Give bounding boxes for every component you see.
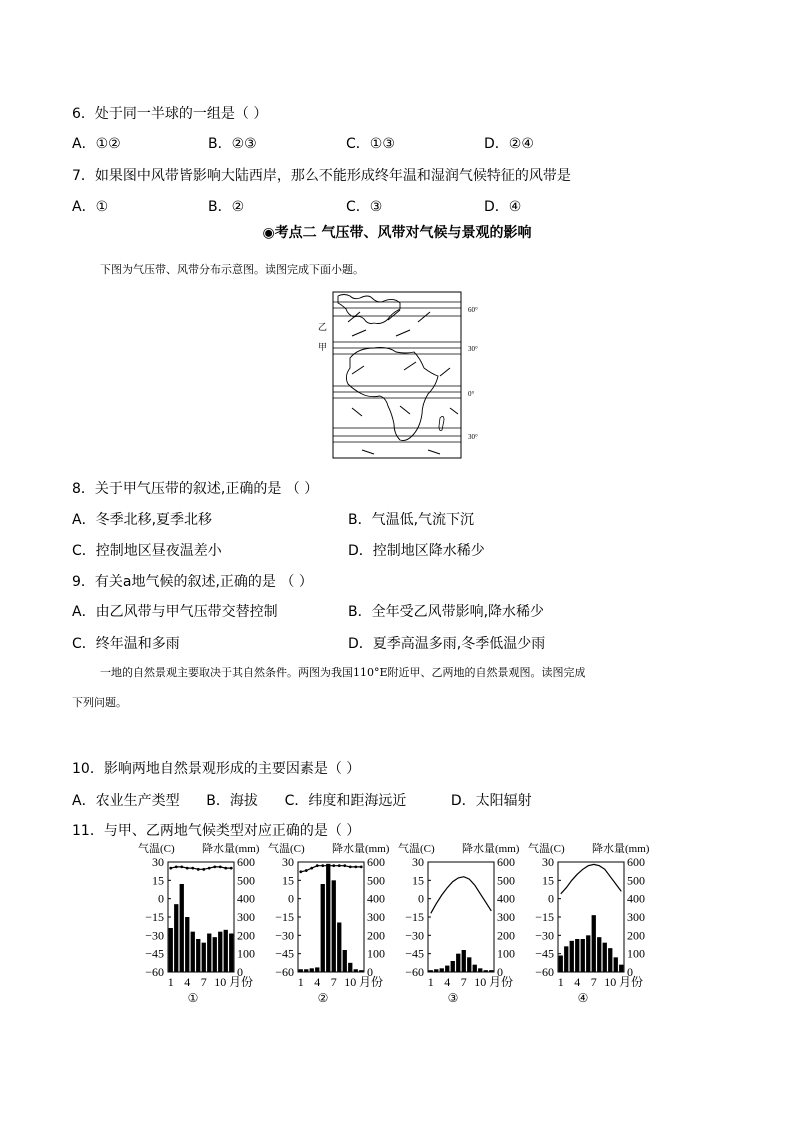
chart-1-precip-bar	[174, 904, 178, 972]
chart-1-precip-bar	[218, 932, 222, 972]
chart-2-frame	[298, 862, 364, 972]
chart-2-right-tick: 300	[367, 910, 385, 924]
chart-2-temperature-line	[301, 866, 362, 872]
chart-3-left-tick: −15	[405, 910, 424, 924]
q9-option-c[interactable]: C．终年温和多雨	[72, 636, 180, 652]
chart-3-precip-bar	[462, 950, 466, 972]
chart-2-label: ②	[317, 991, 329, 1005]
chart-2-temperature-point	[316, 864, 319, 867]
q6-option-d[interactable]: D．②④	[484, 136, 534, 152]
chart-4-ylabel-right: 降水量(mm)	[592, 843, 650, 855]
chart-1-temperature-point	[219, 865, 222, 868]
chart-3-left-tick: −60	[405, 965, 424, 979]
chart-2-temperature-point	[343, 864, 346, 867]
q7-option-c[interactable]: C．③	[346, 199, 383, 215]
chart-1-x-tick: 7	[200, 975, 207, 989]
chart-4-left-tick: −15	[535, 910, 554, 924]
chart-3-temperature-line	[431, 877, 492, 914]
intro-text-2-line2: 下列问题。	[72, 696, 127, 709]
chart-1-temperature-point	[169, 867, 172, 870]
q8-option-c[interactable]: C．控制地区昼夜温差小	[72, 543, 222, 559]
chart-1-temperature-point	[230, 867, 233, 870]
chart-1-temperature-point	[202, 868, 205, 871]
chart-2-temperature-point	[299, 870, 302, 873]
chart-1-precip-bar	[213, 937, 217, 972]
chart-4-precip-bar	[619, 965, 623, 972]
chart-2-temperature-point	[305, 869, 308, 872]
chart-1-left-tick: −30	[145, 928, 164, 943]
map-label-jia: 甲	[318, 342, 328, 352]
chart-4-right-tick: 0	[627, 965, 633, 979]
chart-3-right-tick: 400	[497, 891, 515, 906]
q7-option-d[interactable]: D．④	[484, 199, 522, 215]
chart-1-temperature-point	[175, 865, 178, 868]
chart-2-right-tick: 500	[367, 873, 385, 888]
chart-2-temperature-point	[354, 865, 357, 868]
section-heading: ◉考点二 气压带、风带对气候与景观的影响	[262, 225, 532, 241]
chart-4-left-tick: 15	[542, 873, 554, 888]
chart-1-right-tick: 600	[237, 855, 255, 869]
chart-4-left-tick: 0	[548, 891, 554, 906]
chart-4-precip-bar	[597, 937, 601, 972]
chart-2-temperature-point	[327, 864, 330, 867]
chart-3-label: ③	[447, 991, 459, 1005]
chart-2-temperature-point	[349, 865, 352, 868]
chart-3-precip-bar	[484, 970, 488, 972]
chart-1-temperature-point	[213, 865, 216, 868]
q9-option-a[interactable]: A．由乙风带与甲气压带交替控制	[72, 604, 278, 620]
q7-option-b[interactable]: B．②	[208, 199, 245, 215]
map-lat-0: 0°	[468, 390, 475, 398]
chart-1-temperature-point	[180, 865, 183, 868]
chart-4-right-tick: 200	[627, 928, 645, 943]
chart-2-temperature-point	[321, 864, 324, 867]
chart-1-ylabel-right: 降水量(mm)	[202, 843, 260, 855]
chart-1-left-tick: 15	[152, 873, 164, 888]
chart-3-left-tick: −30	[405, 928, 424, 943]
map-label-yi: 乙	[318, 322, 328, 332]
chart-3-precip-bar	[429, 970, 433, 972]
pressure-wind-belt-map	[300, 290, 490, 462]
chart-1-ylabel-left: 气温(C)	[138, 843, 175, 855]
chart-1-temperature-point	[186, 867, 189, 870]
chart-2-precip-bar	[326, 864, 330, 972]
chart-1-label: ①	[187, 991, 199, 1005]
chart-2-temperature-point	[338, 864, 341, 867]
q11-stem: 11．与甲、乙两地气候类型对应正确的是（ ）	[72, 823, 361, 839]
chart-4-right-tick: 400	[627, 891, 645, 906]
q9-option-d[interactable]: D．夏季高温多雨,冬季低温少雨	[348, 636, 546, 652]
chart-4-precip-bar	[559, 956, 563, 973]
q6-option-a[interactable]: A．①②	[72, 136, 121, 152]
chart-4-x-tick: 4	[574, 975, 581, 989]
chart-2-temperature-point	[332, 864, 335, 867]
chart-2-precip-bar	[310, 968, 314, 972]
chart-2-ylabel-left: 气温(C)	[268, 843, 305, 855]
chart-1-precip-bar	[196, 939, 200, 972]
chart-2-precip-bar	[315, 967, 319, 972]
chart-3-left-tick: 15	[412, 873, 424, 888]
q10-stem: 10．影响两地自然景观形成的主要因素是（ ）	[72, 761, 361, 777]
q6-option-c[interactable]: C．①③	[346, 136, 395, 152]
chart-3-precip-bar	[440, 968, 444, 972]
chart-2-x-tick: 7	[330, 975, 337, 989]
chart-3-ylabel-right: 降水量(mm)	[462, 843, 520, 855]
chart-3-left-tick: 30	[412, 855, 424, 869]
chart-3-precip-bar	[451, 961, 455, 972]
chart-1-precip-bar	[180, 884, 184, 972]
chart-2-precip-bar	[359, 970, 363, 972]
chart-3-left-tick: −45	[405, 946, 424, 961]
chart-4-left-tick: −45	[535, 946, 554, 961]
chart-3-x-tick: 10	[474, 975, 487, 989]
chart-1-temperature-point	[224, 867, 227, 870]
chart-2-x-tick: 1	[297, 975, 304, 989]
chart-3-precip-bar	[478, 968, 482, 972]
q9-stem: 9．有关a地气候的叙述,正确的是 （ ）	[72, 574, 313, 590]
chart-1-precip-bar	[224, 930, 228, 972]
chart-2-temperature-point	[360, 865, 363, 868]
chart-4-xlabel: 月份	[619, 975, 644, 989]
chart-2-precip-bar	[348, 963, 352, 972]
chart-1-left-tick: −60	[145, 965, 164, 979]
chart-3-left-tick: 0	[418, 891, 424, 906]
chart-1-precip-bar	[229, 934, 233, 973]
map-lat-30n: 30°	[468, 345, 478, 353]
chart-2-precip-bar	[354, 969, 358, 972]
chart-4-right-tick: 600	[627, 855, 645, 869]
chart-3-right-tick: 500	[497, 873, 515, 888]
chart-4-precip-bar	[592, 915, 596, 972]
chart-1-right-tick: 500	[237, 873, 255, 888]
q9-option-b[interactable]: B．全年受乙风带影响,降水稀少	[348, 604, 545, 620]
chart-2-right-tick: 600	[367, 855, 385, 869]
chart-3-frame	[428, 862, 494, 972]
chart-3-precip-bar	[467, 957, 471, 972]
chart-2-left-tick: −30	[275, 928, 294, 943]
chart-3-right-tick: 200	[497, 928, 515, 943]
chart-4-precip-bar	[570, 941, 574, 972]
chart-4-left-tick: 30	[542, 855, 554, 869]
chart-3-right-tick: 600	[497, 855, 515, 869]
chart-4-ylabel-left: 气温(C)	[528, 843, 565, 855]
chart-2-precip-bar	[299, 969, 303, 972]
chart-1-temperature-point	[191, 867, 194, 870]
chart-1-right-tick: 300	[237, 910, 255, 924]
chart-1-xlabel: 月份	[229, 975, 254, 989]
chart-3-precip-bar	[445, 966, 449, 972]
chart-1-precip-bar	[185, 917, 189, 972]
chart-1-precip-bar	[169, 928, 173, 972]
chart-4-precip-bar	[575, 939, 579, 972]
chart-3-precip-bar	[489, 970, 493, 972]
chart-4-precip-bar	[581, 939, 585, 972]
chart-4-temperature-line	[561, 864, 622, 893]
chart-2-right-tick: 100	[367, 946, 385, 961]
q8-option-d[interactable]: D．控制地区降水稀少	[348, 543, 485, 559]
chart-4-precip-bar	[608, 948, 612, 972]
chart-1-x-tick: 4	[184, 975, 191, 989]
q8-stem: 8．关于甲气压带的叙述,正确的是 （ ）	[72, 481, 319, 497]
chart-4-left-tick: −30	[535, 928, 554, 943]
chart-1-left-tick: −45	[145, 946, 164, 961]
chart-4-right-tick: 500	[627, 873, 645, 888]
chart-2-right-tick: 0	[367, 965, 373, 979]
chart-3-x-tick: 1	[427, 975, 434, 989]
chart-2-left-tick: −15	[275, 910, 294, 924]
chart-1-temperature-point	[208, 867, 211, 870]
chart-2-precip-bar	[321, 884, 325, 972]
chart-2-precip-bar	[343, 950, 347, 972]
q7-option-a[interactable]: A．①	[72, 199, 109, 215]
chart-4-precip-bar	[564, 946, 568, 972]
q8-option-b[interactable]: B．气温低,气流下沉	[348, 512, 475, 528]
chart-1-right-tick: 100	[237, 946, 255, 961]
chart-1-temperature-line	[171, 867, 232, 869]
chart-4-precip-bar	[603, 943, 607, 972]
q6-option-b[interactable]: B．②③	[208, 136, 257, 152]
chart-2-left-tick: 30	[282, 855, 294, 869]
chart-2-left-tick: 0	[288, 891, 294, 906]
intro-text-2-line1: 一地的自然景观主要取决于其自然条件。两图为我国110°E附近甲、乙两地的自然景观图。读图完成	[100, 666, 586, 679]
chart-4-left-tick: −60	[535, 965, 554, 979]
chart-3-precip-bar	[456, 954, 460, 972]
chart-4-x-tick: 7	[590, 975, 597, 989]
chart-2-right-tick: 200	[367, 928, 385, 943]
chart-1-precip-bar	[191, 932, 195, 972]
chart-4-x-tick: 1	[557, 975, 564, 989]
q8-option-a[interactable]: A．冬季北移,夏季北移	[72, 512, 213, 528]
chart-1-left-tick: 0	[158, 891, 164, 906]
chart-3-right-tick: 100	[497, 946, 515, 961]
chart-2-left-tick: −60	[275, 965, 294, 979]
chart-1-left-tick: −15	[145, 910, 164, 924]
q10-options[interactable]: A．农业生产类型 B．海拔 C．纬度和距海远近 D．太阳辐射	[72, 793, 532, 809]
chart-3-xlabel: 月份	[489, 975, 514, 989]
chart-3-right-tick: 0	[497, 965, 503, 979]
chart-3-precip-bar	[473, 965, 477, 972]
chart-3-x-tick: 7	[460, 975, 467, 989]
chart-2-xlabel: 月份	[359, 975, 384, 989]
chart-2-right-tick: 400	[367, 891, 385, 906]
chart-1-left-tick: 30	[152, 855, 164, 869]
chart-3-precip-bar	[434, 969, 438, 972]
map-lat-30s: 30°	[468, 433, 478, 441]
chart-4-right-tick: 300	[627, 910, 645, 924]
chart-1-precip-bar	[202, 943, 206, 972]
intro-text-1: 下图为气压带、风带分布示意图。读图完成下面小题。	[100, 263, 364, 276]
chart-4-precip-bar	[586, 935, 590, 972]
chart-2-ylabel-right: 降水量(mm)	[332, 843, 390, 855]
chart-1-right-tick: 0	[237, 965, 243, 979]
chart-1-right-tick: 200	[237, 928, 255, 943]
chart-1-right-tick: 400	[237, 891, 255, 906]
chart-2-precip-bar	[337, 923, 341, 973]
chart-2-left-tick: −45	[275, 946, 294, 961]
chart-1-x-tick: 1	[167, 975, 174, 989]
chart-4-x-tick: 10	[604, 975, 617, 989]
chart-2-precip-bar	[304, 969, 308, 972]
chart-3-right-tick: 300	[497, 910, 515, 924]
chart-4-right-tick: 100	[627, 946, 645, 961]
chart-2-temperature-point	[310, 867, 313, 870]
chart-2-x-tick: 10	[344, 975, 357, 989]
chart-1-x-tick: 10	[214, 975, 227, 989]
chart-2-x-tick: 4	[314, 975, 321, 989]
chart-4-label: ④	[577, 991, 589, 1005]
chart-4-precip-bar	[614, 957, 618, 972]
chart-3-x-tick: 4	[444, 975, 451, 989]
chart-2-precip-bar	[332, 880, 336, 972]
q6-stem: 6．处于同一半球的一组是（ ）	[72, 106, 268, 122]
q7-stem: 7．如果图中风带皆影响大陆西岸，那么不能形成终年温和湿润气候特征的风带是	[72, 168, 571, 184]
map-lat-60: 60°	[468, 306, 478, 314]
chart-2-left-tick: 15	[282, 873, 294, 888]
chart-1-precip-bar	[207, 934, 211, 973]
chart-3-ylabel-left: 气温(C)	[398, 843, 435, 855]
chart-1-temperature-point	[197, 868, 200, 871]
climate-charts	[138, 838, 668, 1008]
